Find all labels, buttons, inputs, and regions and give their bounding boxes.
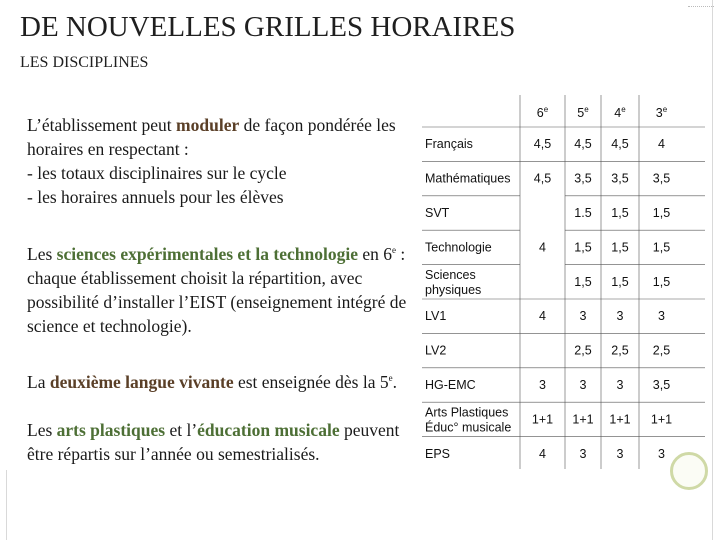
- cell-value: 4: [539, 309, 546, 324]
- cell-value: 4: [539, 446, 546, 461]
- row-label: Technologie: [425, 240, 492, 255]
- cell-value: 3: [539, 378, 546, 392]
- paragraph-lv2: [27, 366, 412, 394]
- column-header-sup: e: [584, 105, 589, 114]
- cell-value: 1,5: [652, 206, 671, 220]
- text-run: Les: [27, 420, 57, 440]
- highlight-lv2: deuxième langue vivante: [49, 371, 234, 392]
- column-header: 4e: [614, 105, 626, 120]
- highlight-moduler: moduler: [176, 115, 240, 135]
- cell-value: 3: [616, 378, 624, 392]
- cell-value: 1,5: [611, 240, 629, 255]
- cell-value: 2,5: [574, 343, 592, 358]
- row-label: Éduc° musicale: [425, 420, 512, 435]
- cell-value: 3: [579, 378, 587, 392]
- cell-value: 3: [658, 309, 665, 324]
- row-label: Arts Plastiques: [425, 405, 509, 420]
- text-run: Les: [27, 243, 57, 264]
- column-header: 5e: [577, 105, 589, 120]
- timetable-grid: [417, 95, 705, 475]
- text-run: en 6: [357, 243, 392, 264]
- column-header: 6e: [536, 105, 549, 120]
- cell-value: 1+1: [531, 412, 554, 427]
- slide-border-left: [6, 470, 7, 540]
- slide-title: DE NOUVELLES GRILLES HORAIRES: [20, 11, 516, 43]
- text-run: : chaque établissement choisit la répartition, avec possibilité d’installer l’EIST (enseignement intégré de science et technologie).: [27, 243, 407, 336]
- row-label: Mathématiques: [425, 171, 511, 186]
- cell-value: 1.5: [574, 206, 592, 220]
- cell-value: 2,5: [652, 343, 671, 358]
- highlight-sciences: sciences expérimentales et la technologie: [56, 243, 358, 264]
- row-label: Sciences: [425, 267, 476, 282]
- cell-value: 3,5: [611, 171, 629, 186]
- row-label: LV2: [425, 343, 447, 358]
- cell-value: 1,5: [611, 206, 629, 220]
- cell-value: 4,5: [533, 137, 552, 152]
- cell-value: 4: [658, 137, 665, 152]
- text-run: et l’: [165, 420, 198, 440]
- text-run: L’établissement peut: [27, 115, 177, 135]
- bullet-line: - les horaires annuels pour les élèves: [27, 187, 284, 207]
- cell-value: 2,5: [611, 343, 629, 358]
- bullet-line: - les totaux disciplinaires sur le cycle: [27, 163, 287, 183]
- column-header: 3e: [655, 105, 668, 120]
- slide-border-right: [712, 0, 713, 540]
- cell-value: 3,5: [574, 171, 592, 186]
- text-run: de façon pondérée les horaires en respectant :: [27, 115, 396, 159]
- highlight-arts: arts plastiques: [56, 420, 166, 440]
- cell-value: 1,5: [574, 274, 592, 289]
- cell-value: 1+1: [609, 412, 631, 427]
- cell-value: 3,5: [652, 171, 671, 186]
- cell-value: 3,5: [652, 378, 671, 392]
- slide-subtitle: LES DISCIPLINES: [20, 54, 149, 71]
- row-label: HG-EMC: [425, 378, 476, 392]
- superscript: e: [388, 373, 393, 383]
- decorative-circle: [670, 452, 708, 490]
- timetable-svg: [417, 95, 705, 475]
- cell-value: 3: [616, 309, 624, 324]
- cell-value: 3: [579, 446, 587, 461]
- row-label: physiques: [425, 282, 482, 297]
- cell-value: 4,5: [533, 171, 552, 186]
- row-label: LV1: [425, 309, 447, 324]
- cell-value: 3: [658, 446, 665, 461]
- text-run: est enseignée dès la 5: [233, 371, 389, 392]
- cell-value: 1+1: [650, 412, 673, 427]
- merged-sciences-value: 4: [539, 240, 546, 255]
- cell-value: 3: [616, 446, 624, 461]
- column-header-sup: e: [662, 105, 668, 114]
- slide-border-top-dotted: [688, 6, 714, 8]
- text-run: peuvent être répartis sur l’année ou semestrialisés.: [27, 420, 400, 464]
- cell-value: 1+1: [572, 412, 594, 427]
- cell-value: 1,5: [611, 274, 629, 289]
- row-label: Français: [425, 137, 473, 152]
- row-label: EPS: [425, 446, 451, 461]
- column-header-sup: e: [621, 105, 626, 114]
- cell-value: 4,5: [611, 137, 629, 152]
- highlight-musique: éducation musicale: [197, 420, 340, 440]
- paragraph-modulation: [27, 113, 412, 209]
- superscript: e: [392, 245, 396, 255]
- cell-value: 1,5: [574, 240, 592, 255]
- cell-value: 1,5: [652, 274, 671, 289]
- cell-value: 3: [579, 309, 587, 324]
- column-header-sup: e: [543, 105, 549, 114]
- paragraph-sciences: [27, 238, 412, 338]
- paragraph-arts: [27, 418, 412, 466]
- row-label: SVT: [425, 206, 450, 220]
- cell-value: 1,5: [652, 240, 671, 255]
- text-run: La: [27, 371, 50, 392]
- cell-value: 4,5: [574, 137, 592, 152]
- text-run: .: [392, 371, 397, 392]
